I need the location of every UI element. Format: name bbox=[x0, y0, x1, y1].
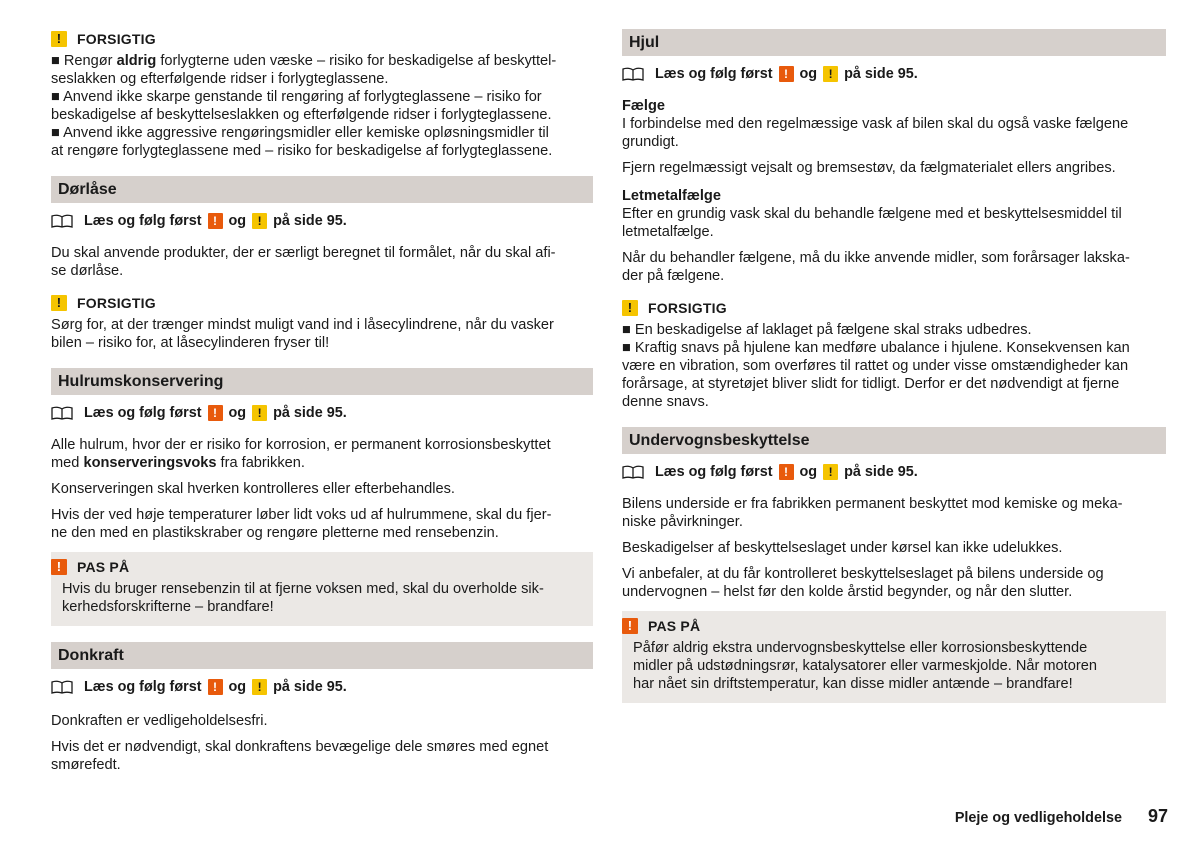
section-heading-door-locks: Dørlåse bbox=[51, 176, 593, 203]
open-book-icon bbox=[622, 465, 644, 479]
reference-line: Læs og følg først ! og ! på side 95. bbox=[622, 463, 1166, 481]
warning-callout-cavity: ! PAS PÅ Hvis du bruger rensebenzin til at fjerne voksen med, skal du overholde sik- kerhedsforskrifterne – brandfare! bbox=[51, 552, 593, 626]
section-heading-cavity: Hulrumskonservering bbox=[51, 368, 593, 395]
reference-line: Læs og følg først ! og ! på side 95. bbox=[622, 65, 1166, 83]
section-heading-jack: Donkraft bbox=[51, 642, 593, 669]
page-footer bbox=[955, 806, 1168, 827]
warning-icon: ! bbox=[208, 405, 223, 421]
caution-icon: ! bbox=[622, 300, 638, 316]
page-number: 97 bbox=[1147, 806, 1168, 826]
caution-icon: ! bbox=[252, 679, 267, 695]
section-heading-underbody: Undervognsbeskyttelse bbox=[622, 427, 1166, 454]
subheading-rims: Fælge bbox=[622, 98, 665, 114]
caution-notice-door-locks: ! FORSIGTIG Sørg for, at der trænger mindst muligt vand ind i låsecylindrene, når du vasker bilen – risiko for, at låsecylinderen fryser til! bbox=[51, 295, 554, 351]
warning-icon: ! bbox=[779, 66, 794, 82]
caution-notice-headlights: ! FORSIGTIG ■ Rengør aldrig forlygterne uden væske – risiko for beskadigelse af beskyttel- seslakken og efterfølgende ridser i forlygteglassene. ■ Anvend ikke skarpe genstande til rengøring af forlygteglassene – risiko for beskadigelse af beskyttelseslakken og efterfølgende ridser i forlygteglassene. ■ Anvend ikke aggressive rengøringsmidler eller kemiske opløsningsmidler til at rengøre forlygteglassene med – risiko for beskadigelse af forlygteglassene. bbox=[51, 31, 557, 159]
caution-title: FORSIGTIG bbox=[77, 295, 156, 311]
caution-title: FORSIGTIG bbox=[77, 31, 156, 47]
warning-callout-underbody: ! PAS PÅ Påfør aldrig ekstra undervognsbeskyttelse eller korrosionsbeskyttende midler på udstødningsrør, katalysatorer eller varmeskjolde. Når motoren har nået sin driftstemperatur, kan disse midler antænde – brandfare! bbox=[622, 611, 1166, 703]
caution-icon: ! bbox=[252, 213, 267, 229]
caution-icon: ! bbox=[823, 66, 838, 82]
warning-icon: ! bbox=[208, 679, 223, 695]
reference-line: Læs og følg først ! og ! på side 95. bbox=[51, 404, 593, 422]
open-book-icon bbox=[622, 67, 644, 81]
caution-icon: ! bbox=[51, 31, 67, 47]
reference-line: Læs og følg først ! og ! på side 95. bbox=[51, 212, 593, 230]
warning-icon: ! bbox=[779, 464, 794, 480]
chapter-title: Pleje og vedligeholdelse bbox=[954, 810, 1122, 826]
caution-notice-wheels: ! FORSIGTIG ■ En beskadigelse af laklaget på fælgene skal straks udbedres. ■ Kraftig snavs på hjulene kan medføre ubalance i hjulene. Konsekvensen kan være en vibration, som overføres til rattet og under visse omstændigheder kan forårsage, at styretøjet bliver slidt for tidligt. Derfor er det nødvendigt at fjerne denne snavs. bbox=[622, 300, 1130, 410]
caution-title: FORSIGTIG bbox=[648, 300, 727, 316]
open-book-icon bbox=[51, 406, 73, 420]
caution-icon: ! bbox=[51, 295, 67, 311]
caution-icon: ! bbox=[252, 405, 267, 421]
caution-icon: ! bbox=[823, 464, 838, 480]
reference-line: Læs og følg først ! og ! på side 95. bbox=[51, 678, 593, 696]
warning-title: PAS PÅ bbox=[77, 559, 130, 575]
section-heading-wheels: Hjul bbox=[622, 29, 1166, 56]
warning-title: PAS PÅ bbox=[648, 618, 701, 634]
open-book-icon bbox=[51, 680, 73, 694]
warning-icon: ! bbox=[51, 559, 67, 575]
warning-icon: ! bbox=[622, 618, 638, 634]
open-book-icon bbox=[51, 214, 73, 228]
left-column: ! FORSIGTIG ■ Rengør aldrig forlygterne uden væske – risiko for beskadigelse af beskyttel- seslakken og efterfølgende ridser i forlygteglassene. ■ Anvend ikke skarpe genstande til rengøring af forlygteglassene – risiko for beskadigelse af beskyttelseslakken og efterfølgende ridser i forlygteglassene. ■ Anvend ikke aggressive rengøringsmidler eller kemiske opløsningsmidler til at rengøre forlygteglassene med – risiko for beskadigelse af forlygteglassene. Dørlåse Læs og følg først ! og ! på side 95. Du skal anvende produkter, der er særligt beregnet til formålet, når du skal afi- se dørlåse. ! FORSIGTIG Sørg for, at der trænger mindst muligt vand ind i låsecylindrene, når du vasker bilen – risiko for, at låsecylinderen fryser til! Hulrumskonservering Læs og følg først ! og ! på side 95. Alle hulrum, hvor der er risiko for korrosion, er permanent korrosionsbeskyttet med konserveringsvoks fra fabrikken. Konserveringen skal hverken kontrolleres eller efterbehandles. Hvis der ved høje temperaturer løber lidt voks ud af hulrummene, skal du fjer- ne den med en plastikskraber og rengøre pletterne med rensebenzin. ! PAS PÅ Hvis du bruger rensebenzin til at fjerne voksen med, skal du overholde sik- kerhedsforskrifterne – brandfare! Donkraft Læs og følg først ! og ! på side 95. Donkraften er vedligeholdelsesfri. Hvis det er nødvendigt, skal donkraftens bevægelige dele smøres med egnet smørefedt. bbox=[51, 0, 593, 774]
subheading-alloy-rims: Letmetalfælge bbox=[622, 188, 721, 204]
warning-icon: ! bbox=[208, 213, 223, 229]
right-column: Hjul Læs og følg først ! og ! på side 95. Fælge I forbindelse med den regelmæssige vask af bilen skal du også vaske fælgene grundigt. Fjern regelmæssigt vejsalt og bremsestøv, da fælgmaterialet ellers angribes. Letmetalfælge Efter en grundig vask skal du behandle fælgene med et beskyttelsesmiddel til letmetalfælge. Når du behandler fælgene, må du ikke anvende midler, som forårsager lakska- der på fælgene. ! FORSIGTIG ■ En beskadigelse af laklaget på fælgene skal straks udbedres. ■ Kraftig snavs på hjulene kan medføre ubalance i hjulene. Konsekvensen kan være en vibration, som overføres til rattet og under visse omstændigheder kan forårsage, at styretøjet bliver slidt for tidligt. Derfor er det nødvendigt at fjerne denne snavs. Undervognsbeskyttelse Læs og følg først ! og ! på side 95. Bilens underside er fra fabrikken permanent beskyttet mod kemiske og meka- niske påvirkninger. Beskadigelser af beskyttelseslaget under kørsel kan ikke udelukkes. Vi anbefaler, at du får kontrolleret beskyttelseslaget på bilens underside og undervognen – helst før den kolde årstid begynder, og når den slutter. ! PAS PÅ Påfør aldrig ekstra undervognsbeskyttelse eller korrosionsbeskyttende midler på udstødningsrør, katalysatorer eller varmeskjolde. Når motoren har nået sin driftstemperatur, kan disse midler antænde – brandfare! bbox=[622, 0, 1166, 703]
